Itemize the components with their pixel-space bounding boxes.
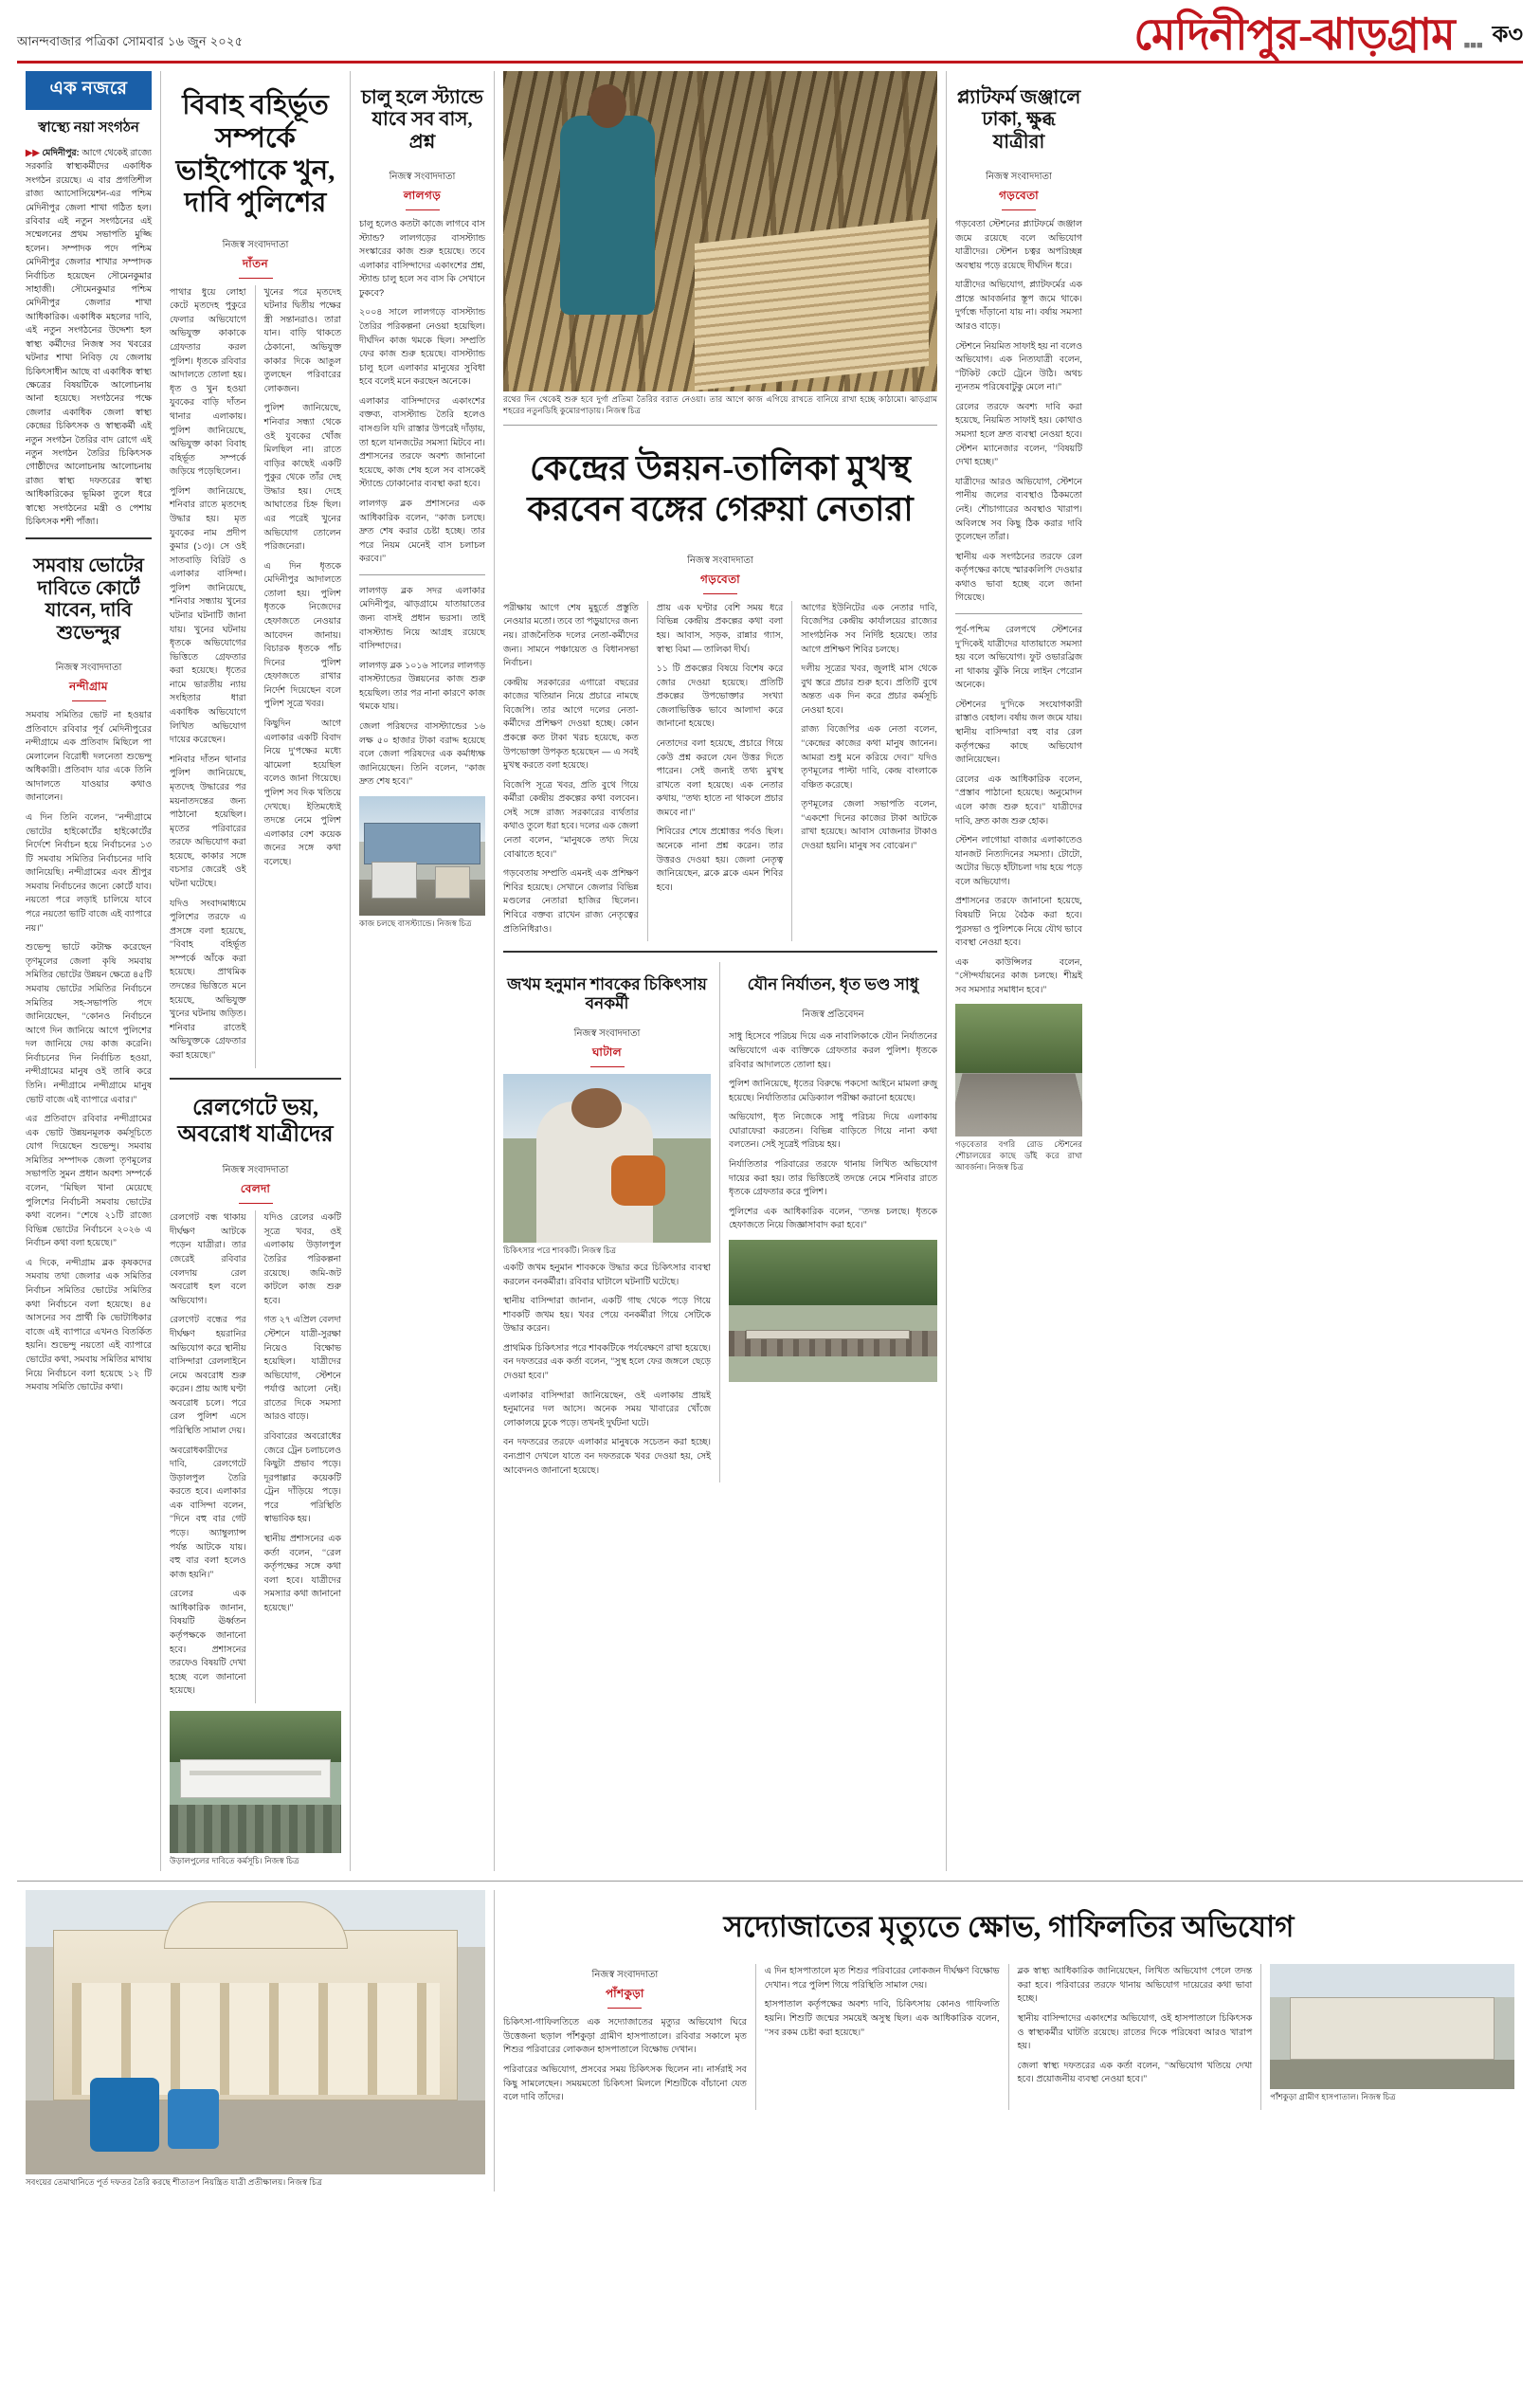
paragraph: কিছুদিন আগে এলাকার একটি বিবাদ নিয়ে দু’পক্ষের মধ্যে ঝামেলা হয়েছিল বলেও জানা গিয়েছে। পুলিশ সব দিক খতিয়ে দেখছে। ইতিমধ্যেই তদন্তে নেমে পুলিশ এলাকার বেশ কয়েক জনের সঙ্গে কথা বলেছে।: [263, 718, 341, 866]
byline-relgate: নিজস্ব সংবাদদাতা: [222, 1165, 289, 1176]
paragraph: স্থানীয় বাসিন্দারা জানান, একটি গাছ থেকে পড়ে গিয়ে শাবকটি জখম হয়। খবর পেয়ে বনকর্মীরা গিয়ে সেটিকে উদ্ধার করেন।: [503, 1295, 711, 1334]
byline-sadyojat: নিজস্ব সংবাদদাতা: [591, 1970, 659, 1981]
figure-bus: [359, 796, 485, 930]
kendra-subcolumns: [503, 601, 937, 941]
at-a-glance-subtitle: স্বাস্থ্যে নয়া সংগঠন: [38, 120, 139, 136]
figure-rail: [729, 1240, 937, 1382]
bullet-marker: ▶▶: [26, 148, 40, 157]
paragraph: রবিবারের অবরোধের জেরে ট্রেন চলাচলেও কিছুটা প্রভাব পড়ে। দূরপাল্লার কয়েকটি ট্রেন দাঁড়িয়ে পড়ে। পরে পরিস্থিতি স্বাভাবিক হয়।: [263, 1429, 341, 1524]
paragraph: লালগড় ব্লক ১০১৬ সালের লালগড় বাসস্ট্যান্ডের উন্নয়নের কাজ শুরু হয়েছিল। তার পর নানা কারণে কাজ থমকে যায়।: [359, 659, 485, 712]
column-5: [947, 71, 1091, 1871]
body-chalu: [359, 217, 485, 566]
sadyojat-col-b: [756, 1964, 1009, 2109]
paragraph: সাধু হিসেবে পরিচয় দিয়ে এক নাবালিকাকে যৌন নির্যাতনের অভিযোগে এক ব্যক্তিকে গ্রেফতার করল পুলিশ। ধৃতকে রবিবার আদালতে তোলা হয়।: [729, 1030, 937, 1069]
bibaho-col-b: [256, 285, 342, 1068]
sadyojat-figure: [1261, 1964, 1514, 2109]
paragraph: যাত্রীদের অভিযোগ, প্ল্যাটফর্মের এক প্রান্তে আবর্জনার স্তূপ জমে থাকে। দুর্গন্ধে দাঁড়ানো যায় না। বর্ষায় সমস্যা আরও বাড়ে।: [955, 279, 1082, 332]
main-grid: [17, 71, 1523, 1871]
paragraph: এর প্রতিবাদে রবিবার নন্দীগ্রামের এক ভোট উন্নয়নমূলক কর্মসূচিতে যোগ দিয়েছেন শুভেন্দু। সমবায় সমিতির সম্পাদক জেলা তৃণমূলের সভাপতি সুমন প্রধান অবশ্য সম্পর্কে বলেন, ‘‘মিছিল খানা মেয়েছে পুলিশের নির্বাচনী সমবায় ভোটের কথা বলেন। ‘‘শেষে ২১টি রাজ্যে বিভিন্ন ভোটের নির্বাচনে ২০২৬ এ নির্বাচন কথা বলা হয়েছে।’’: [26, 1113, 152, 1248]
paragraph: নির্যাতিতার পরিবারের তরফে থানায় লিখিত অভিযোগ দায়ের করা হয়। তার ভিত্তিতেই তদন্তে নেমে শনিবার রাতে ধৃতকে গ্রেফতার করে পুলিশ।: [729, 1157, 937, 1197]
byline-platform: নিজস্ব সংবাদদাতা: [986, 171, 1052, 182]
sadyojat-subcolumns: [503, 1964, 1514, 2109]
column-1: [17, 71, 161, 1871]
sadyojat-col-a: [503, 1964, 756, 2109]
paragraph: পূর্ব-পশ্চিম রেলপথে স্টেশনের দু’দিকেই যাত্রীদের যাতায়াতে সমস্যা হয় বলে অভিযোগ। ফুট ওভারব্রিজ না থাকায় ঝুঁকি নিয়ে লাইন পেরোন অনেকে।: [955, 624, 1082, 690]
headline-joutuk: যৌন নির্যাতন, ধৃত ভণ্ড সাধু: [747, 975, 919, 994]
paragraph: প্রাথমিক চিকিৎসার পরে শাবকটিকে পর্যবেক্ষণে রাখা হয়েছে। বন দফতরের এক কর্তা বলেন, ‘‘সুস্থ হলে ফের জঙ্গলে ছেড়ে দেওয়া হবে।’’: [503, 1341, 711, 1381]
paragraph: এ দিন তিনি বলেন, ‘‘নন্দীগ্রামে ভোটের হাইকোর্টের হাইকোর্টের নির্দেশে নির্বাচন হয়ে নির্বাচনের ১৩ টি সমবায় সমিতির নির্বাচনের দাবি জানিয়েছি। নন্দীগ্রামের এবং শ্রীপুর সমবায় নির্বাচনের জন্যে কোর্টে যাব। নয়তো পরে লড়াই চালিয়ে যাবে পরে নয়তো ভাটি বাজে এই ব্যাপারে নয়।’’: [26, 810, 152, 933]
byline-joutuk: নিজস্ব প্রতিবেদন: [802, 1009, 864, 1021]
figure-hospital: [1270, 1964, 1514, 2103]
dateline-somobay: নন্দীগ্রাম: [26, 679, 152, 701]
sadyojat-col-c: [1009, 1964, 1262, 2109]
paragraph: এ দিকে, নন্দীগ্রাম ব্লক কৃষকদের সমবায় তথা জেলার এক সমিতির নির্বাচন সমিতির ভোটের সমিতির কথা নির্বাচনে বলা হয়েছে। ৪৫ আসনের সব প্রার্থী কি ভোটাধিকার বাজে এই ব্যাপারে এখনও বিতর্কিত হয়নি। শুভেন্দু নয়তো এই ব্যাপারে ভোটের কথা, সমবায় সমিতির মাথায় নিয়ে নির্বাচনে বলা হয়েছে ১২ টি সমবায় সমিতি ভোটের কথা।: [26, 1256, 152, 1392]
dateline-bibaho: দাঁতন: [170, 256, 341, 279]
headline-chalu: চালু হলে স্ট্যান্ডে যাবে সব বাস, প্রশ্ন: [361, 86, 483, 153]
article-jokhom: [503, 962, 720, 1482]
paragraph: শনিবার দাঁতন থানার পুলিশ জানিয়েছে, মৃতদেহ উদ্ধারের পর ময়নাতদন্তের জন্য পাঠানো হয়েছিল। মৃতের পরিবারের তরফে অভিযোগ করা হয়েছে, কাকার সঙ্গে বচসার জেরেই ওই ঘটনা ঘটেছে।: [170, 753, 246, 888]
paragraph: অবরোধকারীদের দাবি, রেলগেটে উড়ালপুল তৈরি করতে হবে। এলাকার এক বাসিন্দা বলেন, ‘‘দিনে বহু বার গেট পড়ে। অ্যাম্বুল্যান্স পর্যন্ত আটকে যায়। বহু বার বলা হলেও কাজ হয়নি।’’: [170, 1444, 246, 1579]
paragraph: এক কাউন্সিলর বলেন, ‘‘সৌন্দর্যায়নের কাজ চলছে। শীঘ্রই সব সমস্যার সমাধান হবে।’’: [955, 955, 1082, 994]
dateline-chalu: লালগড়: [359, 188, 485, 210]
divider: [503, 425, 937, 426]
paragraph: স্টেশনে নিয়মিত সাফাই হয় না বলেও অভিযোগ। এক নিত্যযাত্রী বলেন, ‘‘টিকিট কেটে ট্রেনে উঠি। অথচ ন্যূনতম পরিষেবাটুকু মেলে না।’’: [955, 339, 1082, 392]
paragraph: যদিও রেলের একটি সূত্রে খবর, ওই এলাকায় উড়ালপুল তৈরির পরিকল্পনা রয়েছে। জমি-জট কাটলে কাজ শুরু হবে।: [263, 1211, 341, 1305]
paragraph: স্টেশন লাগোয়া বাজার এলাকাতেও যানজট নিত্যদিনের সমস্যা। টোটো, অটোর ভিড়ে হাঁটাচলা দায় হয়ে পড়ে বলে অভিযোগ।: [955, 834, 1082, 886]
paragraph: দলীয় সূত্রের খবর, জুলাই মাস থেকে বুথ স্তরে প্রচার শুরু হবে। প্রতিটি বুথে অন্তত এক দিন করে প্রচার কর্মসূচি নেওয়া হবে।: [801, 663, 937, 715]
relgate-col-b: [256, 1210, 342, 1703]
paragraph: ১১ টি প্রকল্পের বিষয়ে বিশেষ করে জোর দেওয়া হয়েছে। প্রতিটি প্রকল্পের উপভোক্তার সংখ্যা জেলাভিত্তিক ভাবে আলাদা করে জানানো হয়েছে।: [656, 663, 784, 729]
article-sadyojat: [495, 1890, 1523, 2192]
byline-somobay: নিজস্ব সংবাদদাতা: [55, 662, 122, 673]
kendra-col-b: [648, 601, 793, 941]
paragraph: যাত্রীদের আরও অভিযোগ, স্টেশনে পানীয় জলের ব্যবস্থাও ঠিকমতো নেই। শৌচাগারের অবস্থাও খারাপ। অবিলম্বে সব কিছু ঠিক করার দাবি তুলেছেন তাঁরা।: [955, 475, 1082, 542]
paragraph: প্রশাসনের তরফে জানানো হয়েছে, বিষয়টি নিয়ে বৈঠক করা হবে। পুরসভা ও পুলিশকে নিয়ে যৌথ ভাবে ব্যবস্থা নেওয়া হবে।: [955, 895, 1082, 948]
paragraph: বিজেপি সূত্রে খবর, প্রতি বুথে গিয়ে কর্মীরা কেন্দ্রীয় প্রকল্পের কথা বলবেন। সেই সঙ্গে রাজ্য সরকারের ব্যর্থতার কথাও তুলে ধরা হবে। দলের এক জেলা নেতা বলেন, ‘‘মানুষকে তথ্য দিয়ে বোঝাতে হবে।’’: [503, 778, 639, 859]
paragraph: স্টেশনের দু’দিকে সংযোগকারী রাস্তাও বেহাল। বর্ষায় জল জমে যায়। স্থানীয় বাসিন্দারা বহু বার রেল কর্তৃপক্ষের কাছে অভিযোগ জানিয়েছেন।: [955, 698, 1082, 765]
glance-text: আগে থেকেই রাজ্যে সরকারি স্বাস্থ্যকর্মীদের একাধিক সংগঠন রয়েছে। এ বার প্রগতিশীল রাজ্য অ্যাসোসিয়েশন-এর পশ্চিম মেদিনীপুর জেলা শাখা গঠিত হল। রবিবার এই নতুন সংগঠনের এই সম্মেলনের প্রথম সভাপতি মুজ্জি হলেন। সম্পাদক পদে পশ্চিম মেদিনীপুর জেলার শাখার সম্পাদক নির্বাচিত হয়েছেন সৌমেনকুমার সাহাজী। সৌমেনকুমার পশ্চিম মেদিনীপুর জেলার শাখা আধিকারিক। একাধিক মহলের দাবি, এই নতুন সংগঠনের উদ্দেশ্য হল স্বাস্থ্য কর্মীদের নিজস্ব সব খবরের ঘটনার শাখা নিবিড় যে জেলায় চিকিৎসাধীন আছে বা একাধিক স্বাস্থ্য ক্ষেত্রের বিষয়টিকে আলোচনায় আনা হয়েছে। সংগঠনের পক্ষে জেলার একাধিক জেলা স্বাস্থ্য কেন্দ্রের চিকিৎসক ও স্বাস্থ্যকর্মী এই নতুন সংগঠন তৈরির বাদ রোগে এই নতুন সংগঠন তৈরির চিকিৎসক গোষ্ঠীদের আলোচনায় আলোচনায় রাজ্য স্বাস্থ্য দফতরের স্বাস্থ্য আধিকারিকের ভূমিকা তুলে ধরে স্বাস্থ্যে সংগঠনের মন্ত্রী ও পেশায় চিকিৎসক শশী পাঁজা।: [26, 148, 152, 526]
paragraph: পুলিশের এক আধিকারিক বলেন, ‘‘তদন্ত চলছে। ধৃতকে হেফাজতে নিয়ে জিজ্ঞাসাবাদ করা হবে।’’: [729, 1205, 937, 1230]
body-platform: [955, 217, 1082, 605]
body-lalgarh-extra: [359, 584, 485, 789]
paragraph: এলাকার বাসিন্দাদের একাংশের বক্তব্য, বাসস্ট্যান্ড তৈরি হলেও বাসগুলি যদি রাস্তার উপরেই দাঁড়ায়, তা হলে যানজটের সমস্যা মিটবে না। প্রশাসনের তরফে অবশ্য জানানো হয়েছে, কাজ শেষ হলে সব বাসকেই স্ট্যান্ডে ঢোকানোর ব্যবস্থা করা হবে।: [359, 394, 485, 489]
relgate-subcolumns: [170, 1210, 341, 1703]
photo-monkey-rescue: [503, 1074, 711, 1243]
paragraph: লালগড় ব্লক সদর এলাকার মেদিনীপুর, ঝাড়গ্রামে যাতায়াতের জন্য বাসই প্রধান ভরসা। তাই বাসস্ট্যান্ড নিয়ে আগ্রহ রয়েছে বাসিন্দাদের।: [359, 584, 485, 651]
paragraph: স্থানীয় এক সংগঠনের তরফে রেল কর্তৃপক্ষের কাছে স্মারকলিপি দেওয়ার কথাও ভাবা হচ্ছে বলে জানা গিয়েছে।: [955, 550, 1082, 603]
caption-building: সবংয়ের তেমাথানিতে পূর্ত দফতর তৈরি করছে শীতাতপ নিয়ন্ত্রিত যাত্রী প্রতীক্ষালয়। নিজস্ব চিত্র: [26, 2176, 322, 2187]
divider: [359, 574, 485, 575]
paragraph: শিবিরের শেষে প্রশ্নোত্তর পর্বও ছিল। অনেকে নানা প্রশ্ন করেন। তার উত্তরও দেওয়া হয়। জেলা নেতৃত্ব জানিয়েছেন, ব্লকে ব্লকে এমন শিবির হবে।: [656, 826, 784, 892]
paragraph: সমবায় সমিতির ভোট না হওয়ার প্রতিবাদে রবিবার পূর্ব মেদিনীপুরের নন্দীগ্রামে এক প্রতিবাদ মিছিলে পা মেলালেন বিরোধী দলনেতা শুভেন্দু অধিকারী। প্রতিবাদ যার একে তিনি আদালতে যাওয়ার কথাও জানালেন।: [26, 708, 152, 803]
photo-hospital: [1270, 1964, 1514, 2089]
publication-dateline: আনন্দবাজার পত্রিকা সোমবার ১৬ জুন ২০২৫: [17, 34, 244, 48]
photo-rail-track: [729, 1240, 937, 1382]
paragraph: রেলের এক আধিকারিক বলেন, ‘‘প্রস্তাব পাঠানো হয়েছে। অনুমোদন এলে কাজ শুরু হবে।’’ যাত্রীদের দাবি, দ্রুত কাজ শুরু হোক।: [955, 773, 1082, 826]
divider: [955, 613, 1082, 614]
paragraph: গত ২৭ এপ্রিল বেলদা স্টেশনে যাত্রী-সুরক্ষা নিয়েও বিক্ষোভ হয়েছিল। যাত্রীদের অভিযোগ, স্টেশনে পর্যাপ্ত আলো নেই। রাতের দিকে সমস্যা আরও বাড়ে।: [263, 1314, 341, 1422]
paragraph: প্রায় এক ঘণ্টার বেশি সময় ধরে বিভিন্ন কেন্দ্রীয় প্রকল্পের কথা বলা হয়। আবাস, সড়ক, রান্নার গ্যাস, স্বাস্থ্য বিমা — তালিকা দীর্ঘ।: [656, 601, 784, 654]
paragraph: রাজ্য বিজেপির এক নেতা বলেন, ‘‘কেন্দ্রের কাজের কথা মানুষ জানেন। আমরা শুধু মনে করিয়ে দেব।’’ যদিও তৃণমূলের পাল্টা দাবি, কেন্দ্র বাংলাকে বঞ্চিত করেছে।: [801, 723, 937, 790]
paragraph: এলাকার বাসিন্দারা জানিয়েছেন, ওই এলাকায় প্রায়ই হনুমানের দল আসে। অনেক সময় খাবারের খোঁজে লোকালয়ে ঢুকে পড়ে। তখনই দুর্ঘটনা ঘটে।: [503, 1389, 711, 1427]
paragraph: লালগড় ব্লক প্রশাসনের এক আধিকারিক বলেন, ‘‘কাজ চলছে। দ্রুত শেষ করার চেষ্টা হচ্ছে। তার পরে নিয়ম মেনেই বাস চলাচল করবে।’’: [359, 497, 485, 564]
paragraph: পুলিশ জানিয়েছে, ধৃতের বিরুদ্ধে পকসো আইনে মামলা রুজু হয়েছে। নির্যাতিতার মেডিক্যাল পরীক্ষা করানো হয়েছে।: [729, 1078, 937, 1102]
paragraph: অভিযোগ, ধৃত নিজেকে সাধু পরিচয় দিয়ে এলাকায় ঘোরাফেরা করতেন। বিভিন্ন বাড়িতে গিয়ে নানা কথা বলতেন। সেই সূত্রেই পরিচয় হয়।: [729, 1111, 937, 1150]
caption-hospital: পাঁশকুড়া গ্রামীণ হাসপাতাল। নিজস্ব চিত্র: [1270, 2092, 1396, 2102]
paragraph: একটি জখম হনুমান শাবককে উদ্ধার করে চিকিৎসার ব্যবস্থা করলেন বনকর্মীরা। রবিবার ঘাটালে ঘটনাটি ঘটেছে।: [503, 1261, 711, 1286]
page-number: ক৩: [1492, 23, 1523, 47]
at-a-glance-body: [26, 146, 152, 528]
figure-road: [955, 1004, 1082, 1173]
divider: [503, 951, 937, 953]
byline-kendra: নিজস্ব সংবাদদাতা: [687, 555, 753, 566]
kendra-col-c: [792, 601, 937, 941]
photo-rally: [170, 1711, 341, 1853]
paragraph: চিকিৎসা-গাফিলতিতে এক সদ্যোজাতের মৃত্যুর অভিযোগ ঘিরে উত্তেজনা ছড়াল পাঁশকুড়া গ্রামীণ হাসপাতালে। রবিবার সকালে মৃত শিশুর পরিবারের লোকজন হাসপাতালে বিক্ষোভ দেখান।: [503, 2016, 747, 2055]
paragraph: গড়বেতা স্টেশনের প্ল্যাটফর্মে জঞ্জাল জমে রয়েছে বলে অভিযোগ যাত্রীদের। স্টেশন চত্বর অপরিচ্ছন্ন অবস্থায় পড়ে রয়েছে দীর্ঘদিন ধরে।: [955, 217, 1082, 270]
paragraph: এ দিন হাসপাতালে মৃত শিশুর পরিবারের লোকজন দীর্ঘক্ষণ বিক্ষোভ দেখান। পরে পুলিশ গিয়ে পরিস্থিতি সামাল দেয়।: [764, 1965, 1000, 1990]
photo-station-road: [955, 1004, 1082, 1136]
paragraph: পরিবারের অভিযোগ, প্রসবের সময় চিকিৎসক ছিলেন না। নার্সরাই সব কিছু সামলেছেন। সময়মতো চিকিৎসা মিললে শিশুটিকে বাঁচানো যেত বলে দাবি তাঁদের।: [503, 2064, 747, 2102]
headline-sadyojat: সদ্যোজাতের মৃত্যুতে ক্ষোভ, গাফিলতির অভিযোগ: [723, 1910, 1295, 1944]
bibaho-subcolumns: [170, 285, 341, 1068]
at-a-glance-title: এক নজরে: [26, 71, 152, 110]
column-4-center: [495, 71, 947, 1871]
bottom-left-figure: [17, 1890, 495, 2192]
paragraph: পুলিশ জানিয়েছে, শনিবার সন্ধ্যা থেকে ওই যুবকের খোঁজ মিলছিল না। রাতে বাড়ির কাছেই একটি পুকুর থেকে তাঁর দেহ উদ্ধার হয়। দেহে আঘাতের চিহ্ন ছিল। এর পরেই খুনের অভিযোগ তোলেন পরিজনেরা।: [263, 402, 341, 552]
paragraph: আগের ইউনিটের এক নেতার দাবি, বিজেপির কেন্দ্রীয় কার্যালয়ের রাজ্যের সাংগঠনিক সব নির্দিষ্ট হয়েছে। তার আগে প্রশিক্ষণ শিবির চলছে।: [801, 601, 937, 654]
dateline-relgate: বেলদা: [170, 1181, 341, 1204]
paragraph: পাথার ধুয়ে লোহা কেটে মৃতদেহ পুকুরে ফেলার অভিযোগে অভিযুক্ত কাকাকে গ্রেফতার করল পুলিশ। ধৃতকে রবিবার আদালতে তোলা হয়। ধৃত ও খুন হওয়া যুবকের বাড়ি দাঁতন থানার এলাকায়। পুলিশ জানিয়েছে, অভিযুক্ত কাকা বিবাহ বহির্ভূত সম্পর্কে জড়িয়ে পড়েছিলেন।: [170, 285, 246, 477]
body-joutuk: [729, 1029, 937, 1232]
figure-monkey: [503, 1074, 711, 1257]
caption-rally: উড়ালপুলের দাবিতে কর্মসূচি। নিজস্ব চিত্র: [170, 1855, 299, 1865]
paragraph: ২০০৪ সালে লালগড়ে বাসস্ট্যান্ড তৈরির পরিকল্পনা নেওয়া হয়েছিল। দীর্ঘদিন কাজ থমকে ছিল। সম্প্রতি ফের কাজ শুরু হয়েছে। বাসস্ট্যান্ড চালু হলে এলাকার মানুষের সুবিধা হবে বলেই মনে করছেন অনেকে।: [359, 306, 485, 387]
caption-bus: কাজ চলছে বাসস্ট্যান্ডে। নিজস্ব চিত্র: [359, 918, 472, 928]
paragraph: রেলের এক আধিকারিক জানান, বিষয়টি ঊর্ধ্বতন কর্তৃপক্ষকে জানানো হবে। প্রশাসনের তরফেও বিষয়টি দেখা হচ্ছে বলে জানানো হয়েছে।: [170, 1588, 246, 1696]
photo-passenger-shelter: [26, 1890, 485, 2174]
paragraph: পুলিশ জানিয়েছে, শনিবার রাতে মৃতদেহ উদ্ধার হয়। মৃত যুবকের নাম প্রদীপ কুমার (১৩)। সে ওই সাতবাড়ি বিরিট ও এলাকার বাসিন্দা। পুলিশ জানিয়েছে, শনিবার সন্ধ্যায় খুনের ঘটনার ঘটনাটি জানা যায়। খুনের ঘটনায় ধৃতকে অভিযোগের ভিত্তিতে গ্রেফতার করা হয়েছে। ধৃতের নামে ভারতীয় ন্যায় সংহিতার ধারা একাধিক অভিযোগে লিখিত অভিযোগ দায়ের করেছেন।: [170, 484, 246, 745]
photo-bus-stand: [359, 796, 485, 916]
photo-pandal-frame: [503, 71, 937, 391]
column-2: [161, 71, 351, 1871]
headline-relgate: রেলগেটে ভয়, অবরোধ যাত্রীদের: [177, 1095, 334, 1147]
headline-jokhom: জখম হনুমান শাবকের চিকিৎসায় বনকর্মী: [507, 975, 707, 1013]
paragraph: জেলা পরিষদের বাসস্ট্যান্ডের ১৬ লক্ষ ৫০ হাজার টাকা বরাদ্দ হয়েছে বলে জেলা পরিষদের এক কর্মাধ্যক্ষ জানিয়েছেন। তিনি বলেন, ‘‘কাজ দ্রুত শেষ হবে।’’: [359, 720, 485, 787]
paragraph: স্থানীয় প্রশাসনের এক কর্তা বলেন, ‘‘রেল কর্তৃপক্ষের সঙ্গে কথা বলা হবে। যাত্রীদের সমস্যার কথা জানানো হয়েছে।’’: [263, 1533, 341, 1612]
caption-road: গড়বেতার বগরি রোড স্টেশনের শৌচালয়ের কাছে ডাঁই করে রাখা আবর্জনা। নিজস্ব চিত্র: [955, 1139, 1082, 1172]
headline-platform: প্ল্যাটফর্ম জঞ্জালে ঢাকা, ক্ষুব্ধ যাত্রীরা: [956, 86, 1081, 153]
paragraph: শুভেন্দু ভাটে কটাক্ষ করেছেন তৃণমূলের জেলা কৃষি সমবায় সমিতির ভোটের উন্নয়ন ক্ষেত্রে ৪৫টি সমবায় ভোটের সমিতির নির্বাচনে সমিতির সহ-সভাপতি পদে জানিয়েছেন, ‘‘কোনও নির্বাচনে আগে দিন জানিয়ে আগে পুলিশের দল জানিয়ে দেয় কাজ করেনি। নির্বাচনের দিন নির্বাচিত হওয়া, নন্দীগ্রামের মানুষ ওই তাৰি করে তিনি। নন্দীগ্রামে নন্দীগ্রামে মানুষ ভোট বাজে এই ব্যাপারে এবার।’’: [26, 941, 152, 1104]
paragraph: নেতাদের বলা হয়েছে, প্রচারে গিয়ে কেউ প্রশ্ন করলে যেন উত্তর দিতে পারেন। সেই জন্যই তথ্য মুখস্থ রাখতে বলা হয়েছে। এক নেতার কথায়, ‘‘তথ্য হাতে না থাকলে প্রচার জমবে না।’’: [656, 736, 784, 817]
paragraph: জেলা স্বাস্থ্য দফতরের এক কর্তা বলেন, ‘‘অভিযোগ খতিয়ে দেখা হবে। প্রয়োজনীয় ব্যবস্থা নেওয়া হবে।’’: [1017, 2059, 1253, 2084]
paragraph: তৃণমূলের জেলা সভাপতি বলেন, ‘‘একশো দিনের কাজের টাকা আটকে রাখা হয়েছে। আবাস যোজনার টাকাও দেওয়া হয়নি। মানুষ সব বোঝেন।’’: [801, 798, 937, 851]
paragraph: যদিও সংবাদমাধ্যমে পুলিশের তরফে এ প্রসঙ্গে বলা হয়েছে, ‘‘বিবাহ বহির্ভূত সম্পর্কে আঁকে করা হয়েছে। প্রাথমিক তদন্তের ভিত্তিতে মনে হয়েছে, অভিযুক্ত খুনের ঘটনায় জড়িত। শনিবার রাতেই অভিযুক্তকে গ্রেফতার করা হয়েছে।’’: [170, 897, 246, 1060]
kendra-col-a: [503, 601, 648, 941]
paragraph: গড়বেতায় সম্প্রতি এমনই এক প্রশিক্ষণ শিবির হয়েছে। সেখানে জেলার বিভিন্ন মণ্ডলের নেতারা হাজির ছিলেন। শিবিরে বক্তব্য রাখেন রাজ্য নেতৃত্বের প্রতিনিধিরাও।: [503, 867, 639, 934]
body-rail-col7: [955, 623, 1082, 996]
body-somobay: [26, 708, 152, 1394]
at-a-glance-box: [26, 71, 152, 528]
divider: [170, 1078, 341, 1080]
lower-center-block: [503, 962, 937, 1482]
glance-place: মেদিনীপুর:: [42, 148, 80, 157]
figure-rally: [170, 1711, 341, 1867]
paragraph: কেন্দ্রীয় সরকারের এগারো বছরের কাজের খতিয়ান নিয়ে প্রচারে নামছে বিজেপি। তার আগে দলের নেতা-কর্মীদের প্রশিক্ষণ দেওয়া হচ্ছে। কোন প্রকল্পে কত টাকা খরচ হয়েছে, কত উপভোক্তা উপকৃত হয়েছেন — এ সবই মুখস্থ করতে বলা হয়েছে।: [503, 676, 639, 771]
paragraph: রেলগেট বন্ধ থাকায় দীর্ঘক্ষণ আটকে পড়েন যাত্রীরা। তার জেরেই রবিবার বেলদায় রেল অবরোধ হল বলে অভিযোগ।: [170, 1211, 246, 1305]
figure-bamboo: [503, 71, 937, 416]
paragraph: হাসপাতাল কর্তৃপক্ষের অবশ্য দাবি, চিকিৎসায় কোনও গাফিলতি হয়নি। শিশুটি জন্মের সময়েই অসুস্থ ছিল। এক আধিকারিক বলেন, ‘‘সব রকম চেষ্টা করা হয়েছে।’’: [764, 1998, 1000, 2037]
headline-kendra: কেন্দ্রের উন্নয়ন-তালিকা মুখস্থ করবেন বঙ্গের গেরুয়া নেতারা: [527, 449, 914, 529]
headline-bibaho: বিবাহ বহির্ভূত সম্পর্কে ভাইপোকে খুন, দাবি পুলিশের: [175, 90, 335, 219]
byline-chalu: নিজস্ব সংবাদদাতা: [389, 171, 456, 182]
bibaho-col-a: [170, 285, 256, 1068]
dateline-platform: গড়বেতা: [955, 188, 1082, 210]
column-3: [351, 71, 495, 1871]
paragraph: রেলের তরফে অবশ্য দাবি করা হয়েছে, নিয়মিত সাফাই হয়। কোথাও সমস্যা হলে দ্রুত ব্যবস্থা নেওয়া হবে। স্টেশন ম্যানেজার বলেন, ‘‘বিষয়টি দেখা হচ্ছে।’’: [955, 400, 1082, 467]
dateline-sadyojat: পাঁশকুড়া: [503, 1986, 747, 2009]
paragraph: স্থানীয় বাসিন্দাদের একাংশের অভিযোগ, ওই হাসপাতালে চিকিৎসক ও স্বাস্থ্যকর্মীর ঘাটতি রয়েছে। রাতের দিকে পরিষেবা আরও খারাপ হয়।: [1017, 2012, 1253, 2051]
caption-jokhom: চিকিৎসার পরে শাবকটি। নিজস্ব চিত্র: [503, 1246, 617, 1256]
dateline-kendra: গড়বেতা: [503, 572, 937, 594]
paragraph: পরীক্ষায় আগে শেষ মুহূর্তে প্রস্তুতি নেওয়ার মতো। তবে তা পড়ুয়াদের জন্য নয়। রাজনৈতিক দলের নেতা-কর্মীদের জন্য। সামনে পঞ্চায়েত ও বিধানসভা নির্বাচন।: [503, 601, 639, 668]
headline-somobay: সমবায় ভোটের দাবিতে কোর্টে যাবেন, দাবি শুভেন্দুর: [33, 555, 144, 644]
byline-jokhom: নিজস্ব সংবাদদাতা: [573, 1028, 641, 1040]
dateline-jokhom: ঘাটাল: [503, 1045, 711, 1067]
masthead: [17, 10, 1523, 64]
divider: [26, 537, 152, 539]
paragraph: চালু হলেও কতটা কাজে লাগবে বাস স্ট্যান্ড? লালগড়ের বাসস্ট্যান্ড সংস্কারের কাজ শুরু হয়েছে। তবে এলাকার বাসিন্দাদের একাংশের প্রশ্ন, স্ট্যান্ড চালু হলে সব বাস কি সেখানে ঢুকবে?: [359, 217, 485, 298]
article-joutuk: [720, 962, 937, 1482]
byline-bibaho: নিজস্ব সংবাদদাতা: [222, 239, 289, 250]
paragraph: খুনের পরে মৃতদেহ ঘটনার দ্বিতীয় পক্ষের স্ত্রী সন্তানরাও। তারা যান। বাড়ি থাকতে ঠেকানো, অভিযুক্ত কাকার দিকে আঙুল তুলছেন পরিবারের লোকজন।: [263, 285, 341, 393]
figure-building: [26, 1890, 485, 2189]
paragraph: এ দিন ধৃতকে মেদিনীপুর আদালতে তোলা হয়। পুলিশ ধৃতকে নিজেদের হেফাজতে নেওয়ার আবেদন জানায়। বিচারক ধৃতকে পাঁচ দিনের পুলিশ হেফাজতে রাখার নির্দেশ দিয়েছেন বলে পুলিশ সূত্রে খবর।: [263, 559, 341, 709]
relgate-col-a: [170, 1210, 256, 1703]
section-title: মেদিনীপুর-ঝাড়গ্রাম: [1133, 10, 1455, 59]
bottom-block: [17, 1881, 1523, 2192]
caption-bamboo: রথের দিন থেকেই শুরু হবে দুর্গা প্রতিমা তৈরির বরাত নেওয়া। তার আগে কাজ এগিয়ে রাখতে বানিয়ে রাখা হচ্ছে কাঠামো। ঝাড়গ্রাম শহরের নতুনডিহি কুমোরপাড়ায়। নিজস্ব চিত্র: [503, 394, 937, 415]
paragraph: ব্লক স্বাস্থ্য আধিকারিক জানিয়েছেন, লিখিত অভিযোগ পেলে তদন্ত করা হবে। পরিবারের তরফে থানায় অভিযোগ দায়েরের কথা ভাবা হচ্ছে।: [1017, 1965, 1253, 2004]
divider: [17, 1881, 1523, 1882]
masthead-dots: ■■■: [1463, 40, 1483, 51]
body-jokhom: [503, 1261, 711, 1477]
paragraph: বন দফতরের তরফে এলাকার মানুষকে সচেতন করা হচ্ছে। বন্যপ্রাণ দেখলে যাতে বন দফতরকে খবর দেওয়া হয়, সেই আবেদনও জানানো হয়েছে।: [503, 1436, 711, 1475]
paragraph: রেলগেট বন্ধের পর দীর্ঘক্ষণ হয়রানির অভিযোগ করে স্থানীয় বাসিন্দারা রেললাইনে নেমে অবরোধ শুরু করেন। প্রায় আধ ঘণ্টা অবরোধ চলে। পরে রেল পুলিশ এসে পরিস্থিতি সামাল দেয়।: [170, 1314, 246, 1435]
